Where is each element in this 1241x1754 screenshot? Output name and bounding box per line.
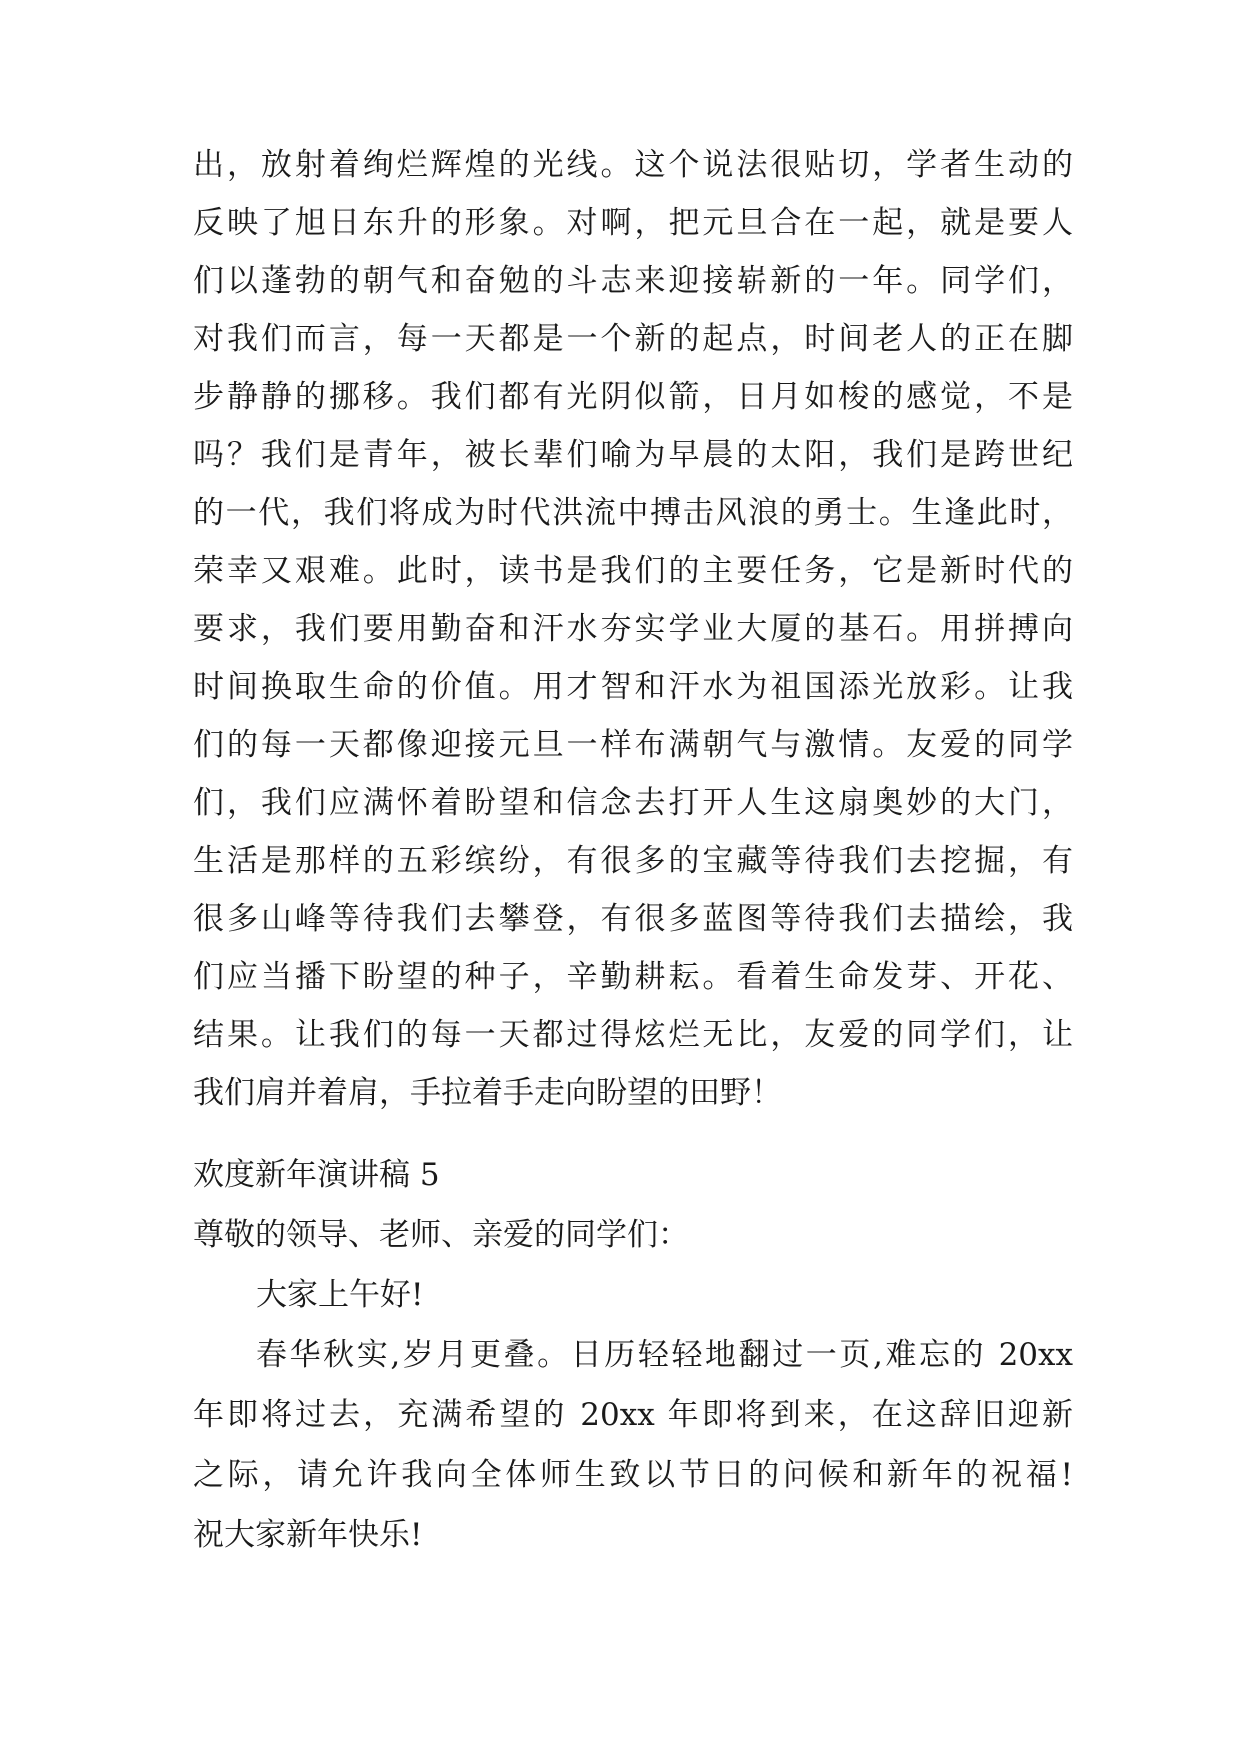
text-line: 出，放射着绚烂辉煌的光线。这个说法很贴切，学者生动的 <box>193 147 1073 183</box>
text-line: 时间换取生命的价值。用才智和汗水为祖国添光放彩。让我 <box>193 669 1073 705</box>
text-line: 之际，请允许我向全体师生致以节日的问候和新年的祝福! <box>193 1457 1073 1493</box>
text-line: 很多山峰等待我们去攀登，有很多蓝图等待我们去描绘，我 <box>193 901 1073 937</box>
text-line: 我们肩并着肩，手拉着手走向盼望的田野！ <box>193 1075 782 1111</box>
text-line: 结果。让我们的每一天都过得炫烂无比，友爱的同学们，让 <box>193 1017 1073 1053</box>
text-line: 吗？我们是青年，被长辈们喻为早晨的太阳，我们是跨世纪 <box>193 437 1073 473</box>
salutation: 尊敬的领导、老师、亲爱的同学们： <box>193 1217 689 1253</box>
text-line: 祝大家新年快乐! <box>193 1517 423 1553</box>
text-line: 步静静的挪移。我们都有光阴似箭，日月如梭的感觉，不是 <box>193 379 1073 415</box>
text-line: 年即将过去，充满希望的 20xx 年即将到来，在这辞旧迎新 <box>193 1397 1073 1433</box>
text-line: 们，我们应满怀着盼望和信念去打开人生这扇奥妙的大门， <box>193 785 1073 821</box>
text-line: 春华秋实,岁月更叠。日历轻轻地翻过一页,难忘的 20xx <box>256 1337 1073 1373</box>
greeting: 大家上午好! <box>256 1277 424 1313</box>
text-line: 们以蓬勃的朝气和奋勉的斗志来迎接崭新的一年。同学们， <box>193 263 1073 299</box>
text-line: 们的每一天都像迎接元旦一样布满朝气与激情。友爱的同学 <box>193 727 1073 763</box>
text-line: 对我们而言，每一天都是一个新的起点，时间老人的正在脚 <box>193 321 1073 357</box>
text-line: 们应当播下盼望的种子，辛勤耕耘。看着生命发芽、开花、 <box>193 959 1073 995</box>
text-line: 反映了旭日东升的形象。对啊，把元旦合在一起，就是要人 <box>193 205 1073 241</box>
text-line: 的一代，我们将成为时代洪流中搏击风浪的勇士。生逢此时， <box>193 495 1073 531</box>
section-heading: 欢度新年演讲稿 5 <box>193 1157 440 1193</box>
text-line: 荣幸又艰难。此时，读书是我们的主要任务，它是新时代的 <box>193 553 1073 589</box>
text-line: 要求，我们要用勤奋和汗水夯实学业大厦的基石。用拼搏向 <box>193 611 1073 647</box>
text-line: 生活是那样的五彩缤纷，有很多的宝藏等待我们去挖掘，有 <box>193 843 1073 879</box>
